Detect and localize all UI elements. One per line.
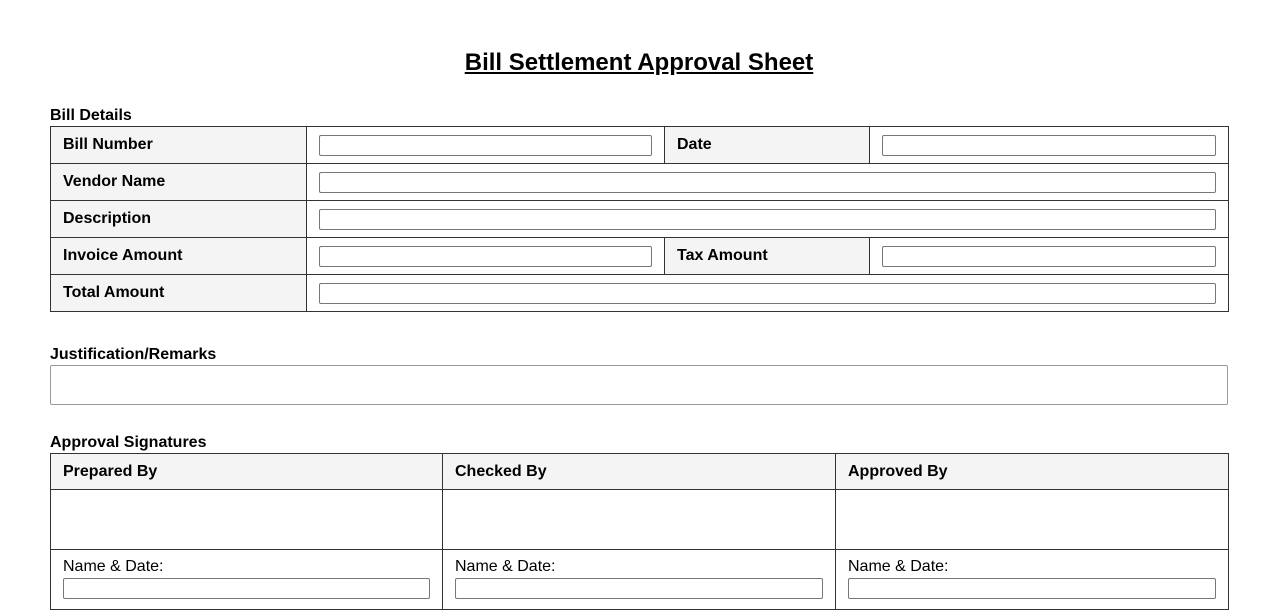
prepared-by-name-date-input[interactable] [63, 578, 430, 599]
description-label: Description [51, 201, 307, 238]
tax-amount-cell [870, 238, 1229, 275]
bill-details-table [50, 126, 1229, 312]
vendor-name-label: Vendor Name [51, 164, 307, 201]
approved-by-name-date-input[interactable] [848, 578, 1216, 599]
vendor-name-input[interactable] [319, 172, 1216, 193]
prepared-by-signature-area[interactable] [51, 490, 443, 550]
checked-by-signature-area[interactable] [443, 490, 836, 550]
bill-number-label: Bill Number [51, 127, 307, 164]
name-date-label: Name & Date: [455, 558, 556, 575]
invoice-amount-cell [307, 238, 665, 275]
name-date-label: Name & Date: [848, 558, 949, 575]
invoice-amount-input[interactable] [319, 246, 652, 267]
total-amount-input[interactable] [319, 283, 1216, 304]
table-row [51, 454, 1229, 490]
description-input[interactable] [319, 209, 1216, 230]
table-row [51, 275, 1229, 312]
approved-by-header: Approved By [836, 454, 1229, 490]
total-amount-label: Total Amount [51, 275, 307, 312]
approved-by-signature-area[interactable] [836, 490, 1229, 550]
date-label: Date [665, 127, 870, 164]
bill-number-input[interactable] [319, 135, 652, 156]
checked-by-header: Checked By [443, 454, 836, 490]
tax-amount-label: Tax Amount [665, 238, 870, 275]
invoice-amount-label: Invoice Amount [51, 238, 307, 275]
bill-details-heading: Bill Details [50, 107, 132, 124]
table-row [51, 164, 1229, 201]
remarks-textarea[interactable] [50, 365, 1228, 405]
table-row [51, 490, 1229, 550]
date-input[interactable] [882, 135, 1216, 156]
page-title: Bill Settlement Approval Sheet [464, 49, 814, 76]
bill-number-cell [307, 127, 665, 164]
table-row [51, 127, 1229, 164]
remarks-heading: Justification/Remarks [50, 346, 217, 363]
description-cell [307, 201, 1229, 238]
approval-signatures-table [50, 453, 1229, 610]
checked-by-name-date-input[interactable] [455, 578, 823, 599]
total-amount-cell [307, 275, 1229, 312]
prepared-by-header: Prepared By [51, 454, 443, 490]
signatures-heading: Approval Signatures [50, 434, 207, 451]
name-date-label: Name & Date: [63, 558, 164, 575]
vendor-name-cell [307, 164, 1229, 201]
tax-amount-input[interactable] [882, 246, 1216, 267]
table-row [51, 238, 1229, 275]
table-row [51, 201, 1229, 238]
date-cell [870, 127, 1229, 164]
